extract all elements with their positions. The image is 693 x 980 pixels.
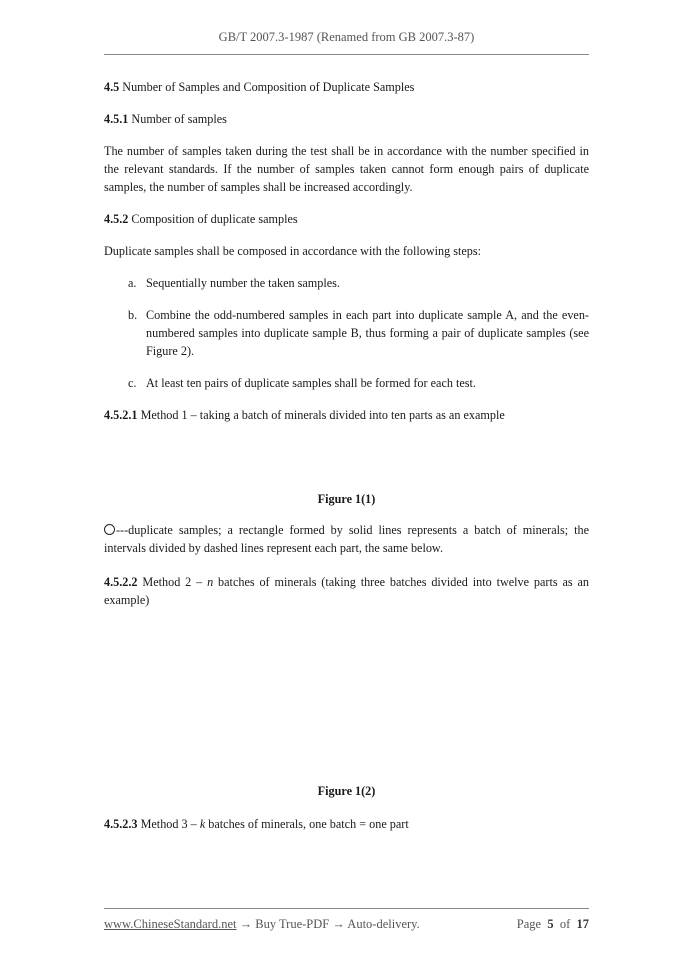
heading-number: 4.5.2.3: [104, 817, 138, 831]
footer-promo-text: → Buy True-PDF → Auto-delivery.: [236, 917, 420, 931]
page-total: 17: [576, 917, 589, 931]
heading-text-post: batches of minerals (taking three batches divided into twelve parts as an example): [104, 575, 590, 607]
heading-number: 4.5.2.1: [104, 408, 138, 422]
footer-divider: [104, 908, 589, 909]
heading-4-5-2-2: [104, 573, 589, 609]
heading-number: 4.5.2: [104, 212, 129, 226]
list-item-text: At least ten pairs of duplicate samples shall be formed for each test.: [146, 376, 476, 390]
figure-1-2-caption: Figure 1(2): [317, 784, 376, 798]
list-item: [104, 306, 589, 360]
header-divider: [104, 54, 589, 55]
heading-4-5-2-3: [104, 815, 589, 833]
page-word: Page: [516, 917, 542, 931]
heading-4-5-2-1: [104, 406, 589, 424]
page-footer: [104, 917, 589, 932]
variable-n: n: [207, 575, 214, 589]
page-header: GB/T 2007.3-1987 (Renamed from GB 2007.3-87): [218, 30, 475, 44]
figure-note-text: ---duplicate samples; a rectangle formed by solid lines represents a batch of minerals; the intervals divided by dashed lines represent each part, the same below.: [104, 523, 589, 555]
page-number: 5: [547, 917, 554, 931]
of-word: of: [559, 917, 571, 931]
paragraph-sample-number: The number of samples taken during the test shall be in accordance with the number specified in the relevant standards. If the number of samples taken cannot form enough pairs of duplicate samples, the number of samples shall be increased accordingly.: [104, 144, 589, 194]
list-item: [104, 274, 589, 292]
list-marker: c.: [128, 376, 137, 390]
figure-1-1-note: [104, 521, 589, 557]
heading-text: Number of Samples and Composition of Duplicate Samples: [122, 80, 415, 94]
steps-list: [104, 274, 589, 392]
heading-number: 4.5.2.2: [104, 575, 138, 589]
heading-text: Method 1 – taking a batch of minerals divided into ten parts as an example: [140, 408, 505, 422]
heading-4-5: [104, 78, 589, 96]
heading-text-post: batches of minerals, one batch = one part: [205, 817, 409, 831]
heading-text-pre: Method 2 –: [142, 575, 208, 589]
figure-1-1-caption: Figure 1(1): [317, 492, 376, 506]
paragraph-composition-intro: Duplicate samples shall be composed in accordance with the following steps:: [104, 244, 482, 258]
site-link[interactable]: www.ChineseStandard.net: [104, 917, 237, 931]
page-body: [104, 78, 589, 424]
heading-number: 4.5.1: [104, 112, 129, 126]
list-item-text: Sequentially number the taken samples.: [146, 276, 340, 290]
circle-icon: [104, 524, 115, 535]
list-item: [104, 374, 589, 392]
page-counter: [517, 917, 589, 932]
variable-k: k: [199, 817, 206, 831]
footer-left: [104, 917, 420, 932]
heading-number: 4.5: [104, 80, 120, 94]
list-item-text: Combine the odd-numbered samples in each part into duplicate sample A, and the even-numbered samples into duplicate sample B, thus forming a pair of duplicate samples (see Figure 2).: [146, 308, 589, 358]
list-marker: b.: [128, 308, 138, 322]
heading-4-5-2: [104, 210, 589, 228]
heading-4-5-1: [104, 110, 589, 128]
heading-text: Number of samples: [131, 112, 227, 126]
heading-text: Composition of duplicate samples: [131, 212, 298, 226]
list-marker: a.: [128, 276, 137, 290]
heading-text-pre: Method 3 –: [140, 817, 200, 831]
